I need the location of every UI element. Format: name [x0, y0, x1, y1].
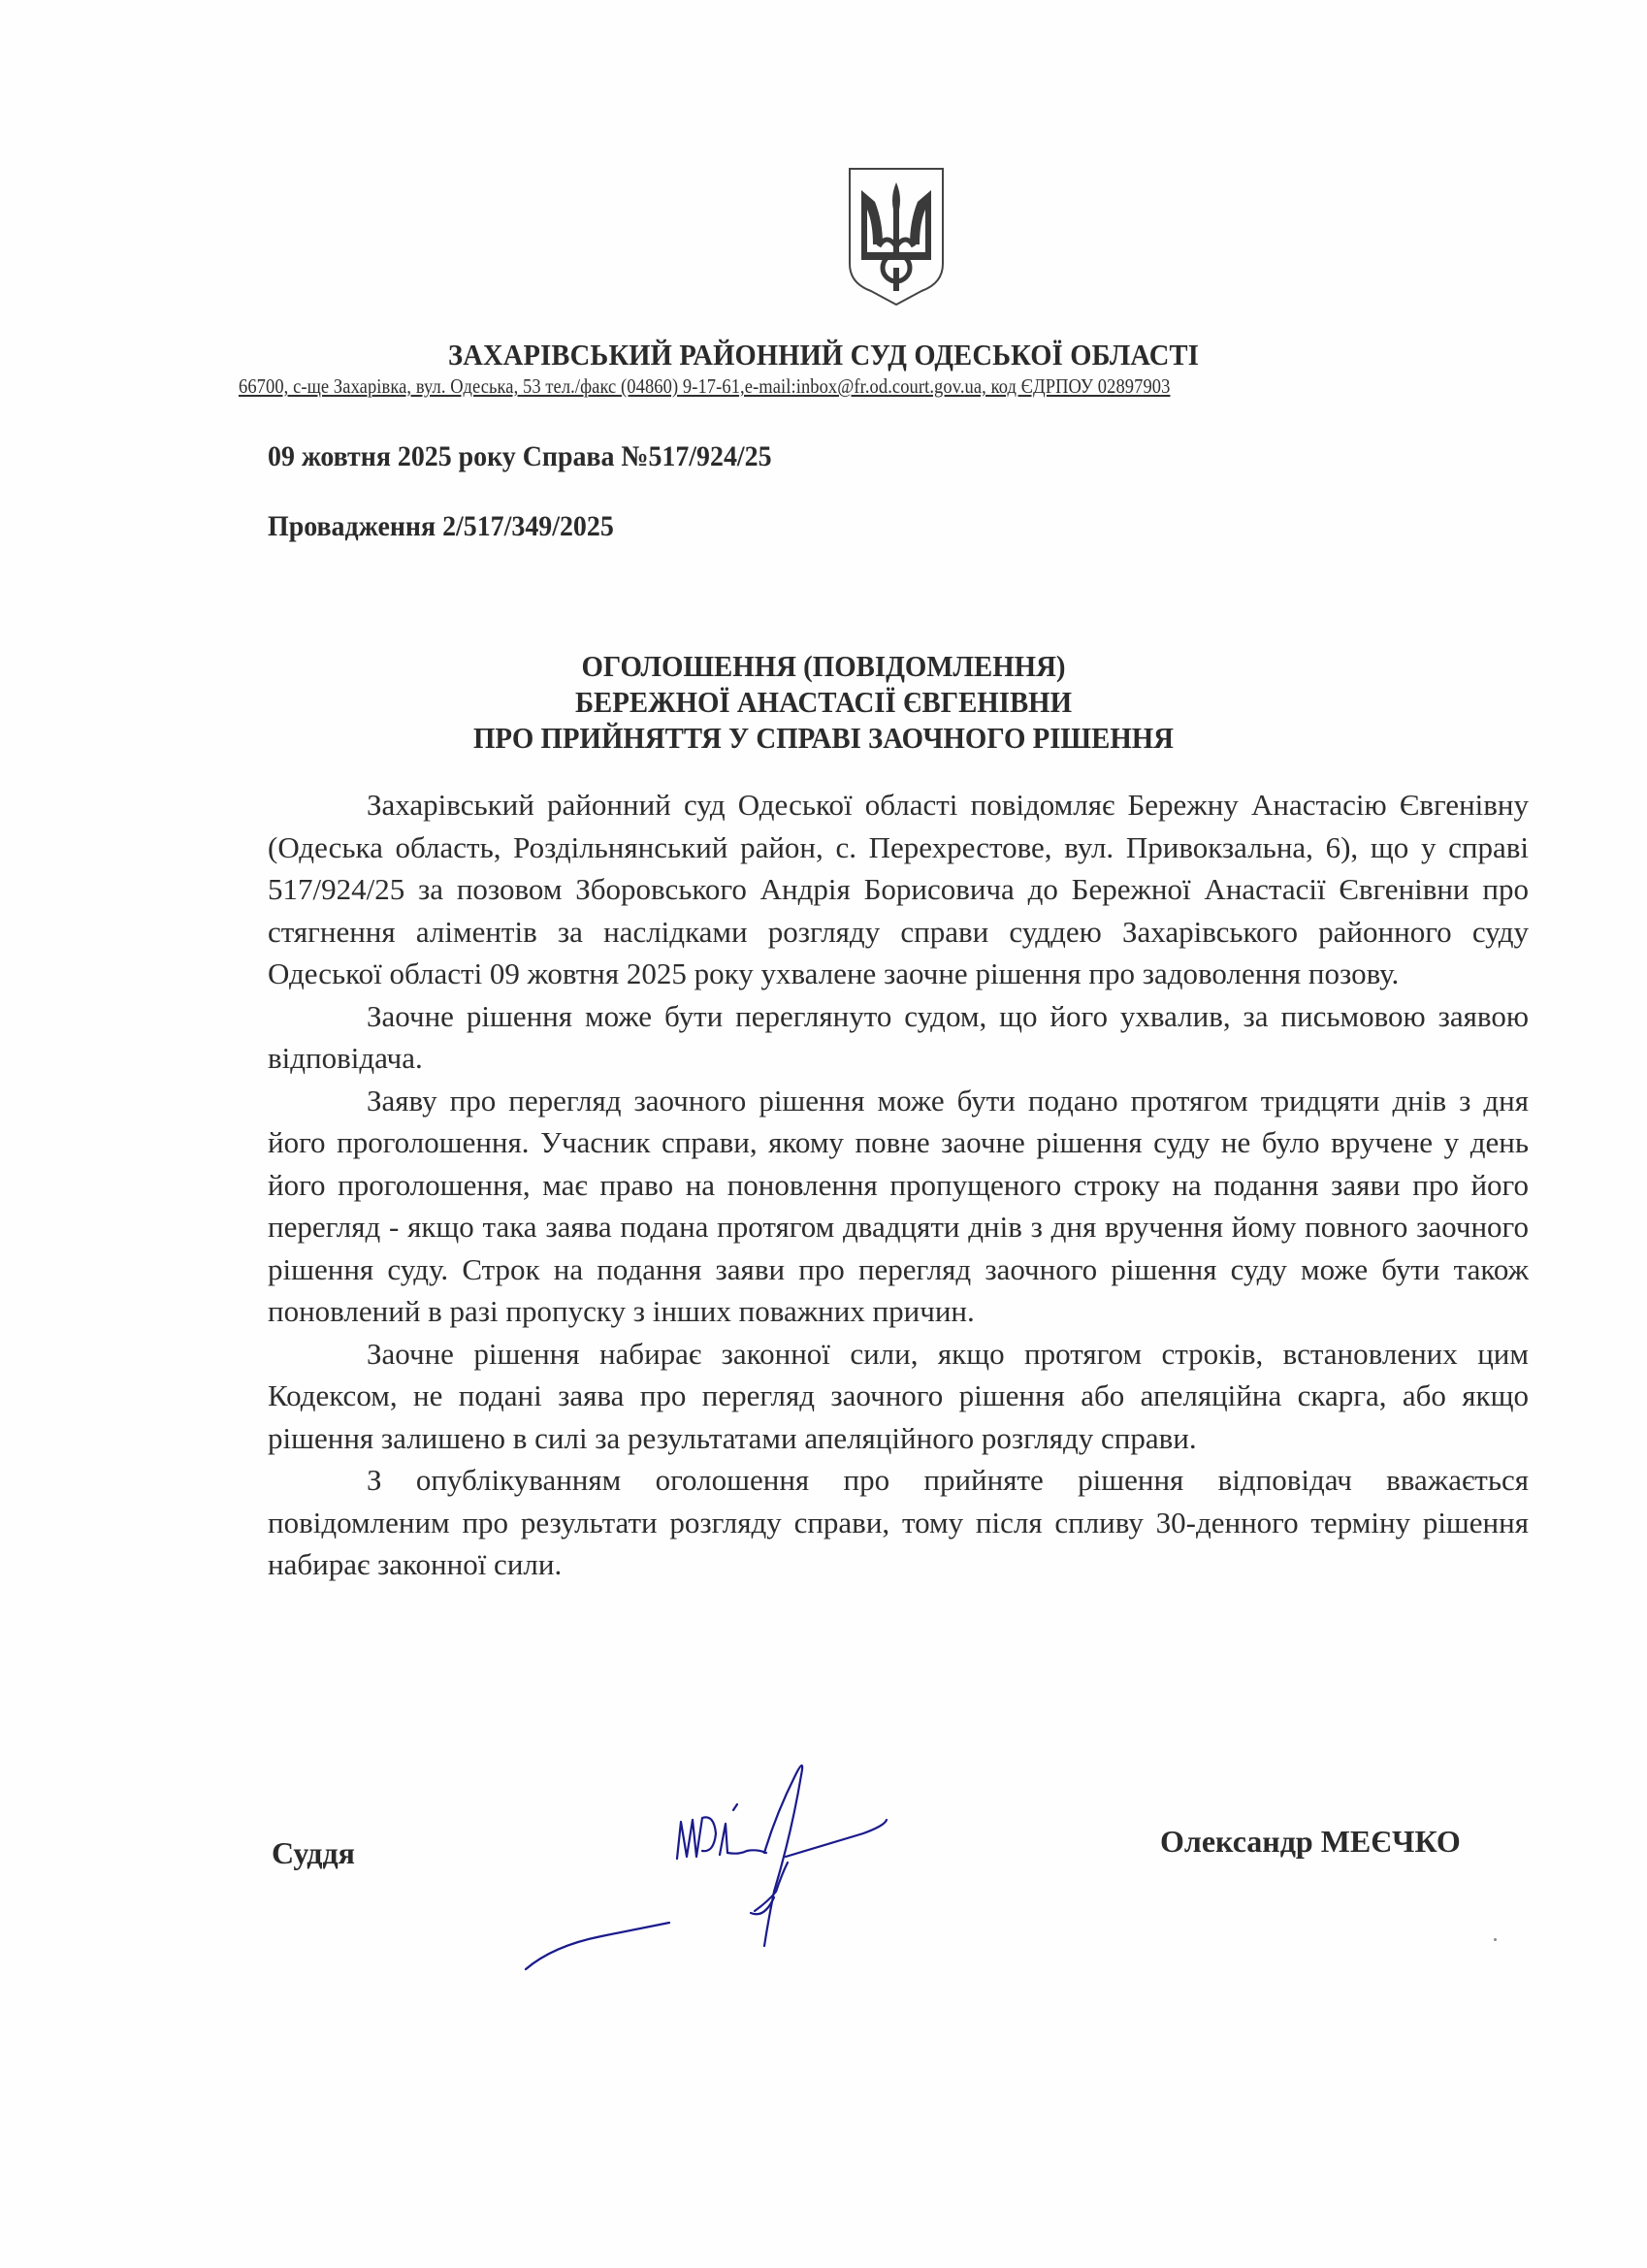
notice-title	[0, 648, 1647, 756]
court-name: ЗАХАРІВСЬКИЙ РАЙОННИЙ СУД ОДЕСЬКОЇ ОБЛАСТІ	[447, 338, 1200, 372]
proceeding-number: Провадження 2/517/349/2025	[268, 510, 614, 542]
notice-title-line-2: БЕРЕЖНОЇ АНАСТАСІЇ ЄВГЕНІВНИ	[574, 685, 1073, 719]
body-paragraph: Заяву про перегляд заочного рішення може бути подано протягом тридцяти днів з дня його проголошення. Учасник справи, якому повне заочне рішення суду не було вручене у день його проголошення, має право на поновлення пропущеного строку на подання заяви про його перегляд - якщо така заява подана протягом двадцяти днів з дня вручення йому повного заочного рішення суду. Строк на подання заяви про перегляд заочного рішення суду може бути також поновлений в разі пропуску з інших поважних причин.	[268, 1083, 1529, 1328]
judge-label: Суддя	[272, 1835, 355, 1870]
notice-title-line-3: ПРО ПРИЙНЯТТЯ У СПРАВІ ЗАОЧНОГО РІШЕННЯ	[473, 721, 1174, 755]
notice-body	[268, 784, 1529, 1586]
body-paragraph: Заочне рішення може бути переглянуто судом, що його ухвалив, за письмовою заявою відповідача.	[268, 998, 1529, 1075]
handwritten-signature-icon	[514, 1756, 941, 1979]
body-paragraph: Заочне рішення набирає законної сили, якщо протягом строків, встановлених цим Кодексом, не подані заява про перегляд заочного рішення або апеляційна скарга, або якщо рішення залишено в силі за результатами апеляційного розгляду справи.	[268, 1336, 1529, 1455]
notice-title-line-1: ОГОЛОШЕННЯ (ПОВІДОМЛЕННЯ)	[581, 649, 1066, 683]
judge-name: Олександр МЕЄЧКО	[1160, 1824, 1461, 1859]
body-paragraph: З опублікуванням оголошення про прийняте рішення відповідач вважається повідомленим про результати розгляду справи, тому після спливу 30-денного терміну рішення набирає законної сили.	[268, 1463, 1529, 1581]
date-case-number: 09 жовтня 2025 року Справа №517/924/25	[268, 440, 772, 472]
scan-speck	[1494, 1938, 1497, 1941]
ukraine-trident-icon	[844, 163, 949, 308]
court-address: 66700, с-ще Захарівка, вул. Одеська, 53 тел./факс (04860) 9-17-61,e-mail:inbox@fr.od.court.gov.ua, код ЄДРПОУ 02897903	[239, 374, 1171, 398]
body-paragraph: Захарівський районний суд Одеської області повідомляє Бережну Анастасію Євгенівну (Одеська область, Роздільнянський район, с. Перехрестове, вул. Привокзальна, 6), що у справі 517/924/25 за позовом Зборовського Андрія Борисовича до Бережної Анастасії Євгенівни про стягнення аліментів за наслідками розгляду справи суддею Захарівського районного суду Одеської області 09 жовтня 2025 року ухвалене заочне рішення про задоволення позову.	[268, 788, 1529, 990]
signature-block	[0, 1824, 1647, 1960]
